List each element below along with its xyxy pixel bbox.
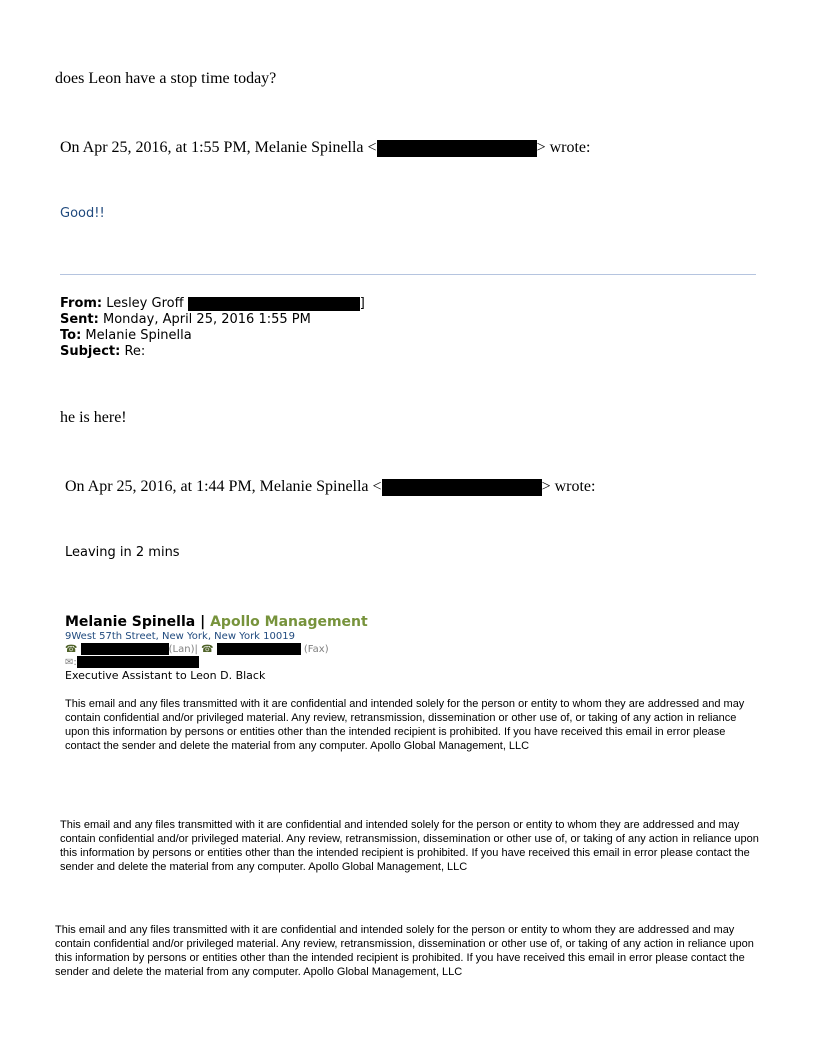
header-subject-row bbox=[60, 344, 365, 360]
mail-icon: ✉ bbox=[65, 657, 74, 668]
reply-text-here: he is here! bbox=[60, 409, 127, 426]
message-text-leaving: Leaving in 2 mins bbox=[65, 545, 180, 560]
disclaimer-3: This email and any files transmitted with it are confidential and intended solely for the person or entity to whom they are addressed and may contain confidential and/or privileged material. Any review, retransmission, dissemination or other use of, or taking of any action in reliance upon this information by persons or entities other than the intended recipient is prohibited. If you have received this email in error please contact the sender and delete the material from any computer. Apollo Global Management, LLC bbox=[55, 924, 754, 978]
redacted-email-1 bbox=[377, 140, 537, 157]
header-to-label: To: bbox=[60, 328, 82, 343]
header-to-value: Melanie Spinella bbox=[85, 328, 192, 343]
quote-header-1-suffix: > wrote: bbox=[536, 139, 591, 156]
signature-name-line bbox=[65, 614, 368, 630]
signature-mail-colon: : bbox=[73, 657, 77, 668]
redacted-signature-email bbox=[77, 656, 199, 668]
signature-name: Melanie Spinella bbox=[65, 614, 196, 630]
header-subject-value: Re: bbox=[124, 344, 146, 359]
disclaimer-2: This email and any files transmitted with it are confidential and intended solely for the person or entity to whom they are addressed and may contain confidential and/or privileged material. Any review, retransmission, dissemination or other use of, or taking of any action in reliance upon this information by persons or entities other than the intended recipient is prohibited. If you have received this email in error please contact the sender and delete the material from any computer. Apollo Global Management, LLC bbox=[60, 819, 759, 873]
header-divider bbox=[60, 274, 756, 275]
signature-phone-line bbox=[65, 643, 329, 655]
reply-text-good: Good!! bbox=[60, 206, 105, 221]
header-from-label: From: bbox=[60, 296, 103, 311]
redacted-email-2 bbox=[382, 479, 542, 496]
signature-address: 9West 57th Street, New York, New York 10019 bbox=[65, 631, 295, 642]
header-from-close: ] bbox=[359, 296, 365, 311]
header-to-row bbox=[60, 328, 365, 344]
quote-header-2-suffix: > wrote: bbox=[541, 478, 596, 495]
header-sent-row bbox=[60, 312, 365, 328]
header-from-row bbox=[60, 296, 365, 312]
header-sent-value: Monday, April 25, 2016 1:55 PM bbox=[103, 312, 311, 327]
disclaimer-1: This email and any files transmitted with it are confidential and intended solely for the person or entity to whom they are addressed and may contain confidential and/or privileged material. Any review, retransmission, dissemination or other use of, or taking of any action in reliance upon this information by persons or entities other than the intended recipient is prohibited. If you have received this email in error please contact the sender and delete the material from any computer. Apollo Global Management, LLC bbox=[65, 698, 745, 752]
forwarded-header bbox=[60, 296, 365, 360]
header-subject-label: Subject: bbox=[60, 344, 121, 359]
signature-fax-label: (Fax) bbox=[303, 644, 329, 655]
header-sent-label: Sent: bbox=[60, 312, 99, 327]
redacted-from-email bbox=[188, 297, 360, 311]
reply-text-top: does Leon have a stop time today? bbox=[55, 70, 277, 87]
quote-header-1 bbox=[60, 139, 590, 157]
quote-header-1-prefix: On Apr 25, 2016, at 1:55 PM, Melanie Spinella < bbox=[60, 139, 377, 156]
fax-icon: ☎ bbox=[201, 644, 214, 655]
phone-icon: ☎ bbox=[65, 644, 78, 655]
quote-header-2-prefix: On Apr 25, 2016, at 1:44 PM, Melanie Spinella < bbox=[65, 478, 382, 495]
signature-lan-label: (Lan)| bbox=[168, 644, 198, 655]
signature-email-line bbox=[65, 656, 199, 668]
signature-separator: | bbox=[200, 614, 206, 630]
signature-title: Executive Assistant to Leon D. Black bbox=[65, 669, 266, 682]
signature-company: Apollo Management bbox=[210, 614, 368, 630]
quote-header-2 bbox=[65, 478, 595, 496]
redacted-fax bbox=[217, 643, 301, 655]
redacted-phone bbox=[81, 643, 169, 655]
header-from-value: Lesley Groff bbox=[106, 296, 184, 311]
